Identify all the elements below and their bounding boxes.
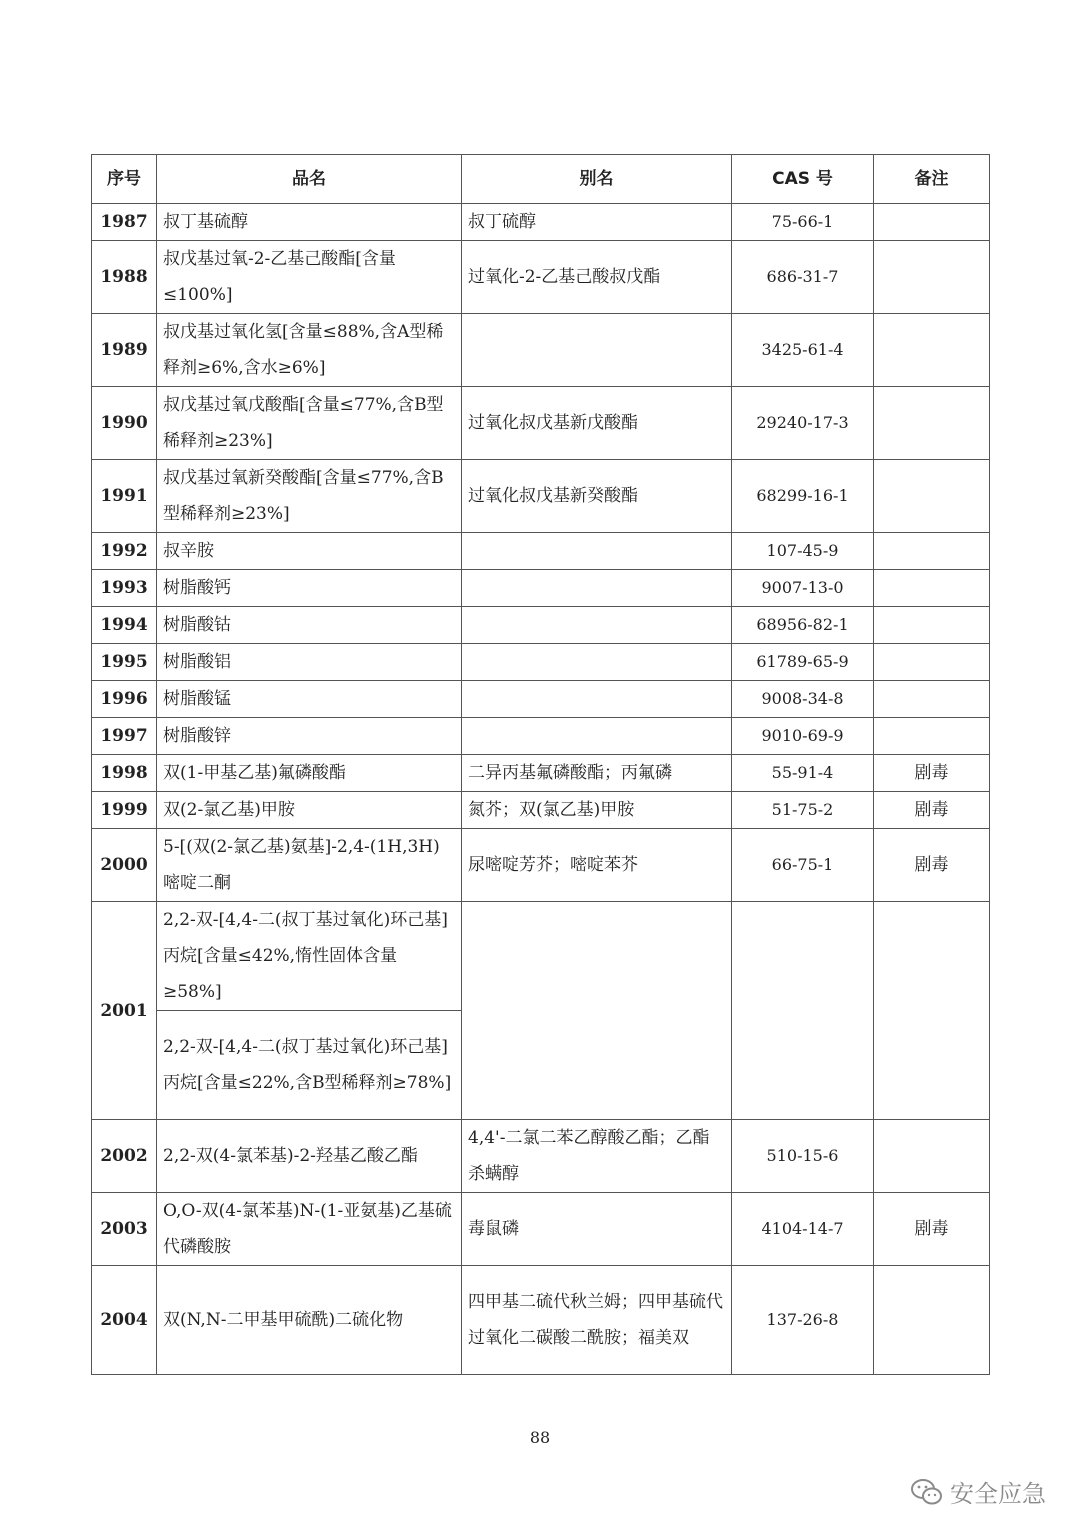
row-no: 1988 [92,241,157,314]
row-cas: 55-91-4 [732,755,874,792]
table-row [92,792,990,829]
row-no: 1987 [92,204,157,241]
row-cas: 9007-13-0 [732,570,874,607]
page-number: 88 [529,1428,551,1447]
table-row [92,241,990,314]
row-name-a: 2,2-双-[4,4-二(叔丁基过氧化)环己基]丙烷[含量≤42%,惰性固体含量≥58%] [157,902,462,1011]
row-alias [462,681,732,718]
row-note: 剧毒 [874,755,990,792]
row-cas [732,902,874,1120]
row-name: 双(1-甲基乙基)氟磷酸酯 [157,755,462,792]
row-note [874,387,990,460]
row-no: 1994 [92,607,157,644]
table-row [92,755,990,792]
table-row [92,902,990,1011]
header-cas: CAS 号 [732,155,874,204]
row-name: 叔戊基过氧新癸酸酯[含量≤77%,含B型稀释剂≥23%] [157,460,462,533]
row-name: O,O-双(4-氯苯基)N-(1-亚氨基)乙基硫代磷酸胺 [157,1193,462,1266]
row-no: 1999 [92,792,157,829]
row-note [874,533,990,570]
table-row [92,607,990,644]
row-note [874,607,990,644]
row-no: 1993 [92,570,157,607]
row-no: 1992 [92,533,157,570]
row-cas: 9010-69-9 [732,718,874,755]
row-alias: 叔丁硫醇 [462,204,732,241]
row-alias [462,533,732,570]
table-row [92,829,990,902]
wechat-icon [910,1477,944,1507]
table-row [92,1193,990,1266]
chemical-table [91,154,990,1375]
row-no: 1990 [92,387,157,460]
row-no: 1991 [92,460,157,533]
row-alias [462,314,732,387]
row-cas: 4104-14-7 [732,1193,874,1266]
row-alias: 尿嘧啶芳芥；嘧啶苯芥 [462,829,732,902]
row-name: 2,2-双(4-氯苯基)-2-羟基乙酸乙酯 [157,1120,462,1193]
row-note [874,460,990,533]
row-alias: 毒鼠磷 [462,1193,732,1266]
row-note [874,902,990,1120]
header-note: 备注 [874,155,990,204]
row-alias: 4,4'-二氯二苯乙醇酸乙酯；乙酯杀螨醇 [462,1120,732,1193]
row-name: 树脂酸铝 [157,644,462,681]
row-note [874,241,990,314]
row-cas: 686-31-7 [732,241,874,314]
header-name: 品名 [157,155,462,204]
row-alias: 过氧化叔戊基新癸酸酯 [462,460,732,533]
row-cas: 68956-82-1 [732,607,874,644]
row-no: 1995 [92,644,157,681]
row-no: 2002 [92,1120,157,1193]
table-row [92,681,990,718]
row-note: 剧毒 [874,1193,990,1266]
row-cas: 75-66-1 [732,204,874,241]
row-name: 叔戊基过氧-2-乙基己酸酯[含量≤100%] [157,241,462,314]
row-note [874,644,990,681]
table-row [92,570,990,607]
row-name: 树脂酸钴 [157,607,462,644]
row-alias [462,644,732,681]
row-note [874,718,990,755]
row-no: 1989 [92,314,157,387]
row-name: 树脂酸钙 [157,570,462,607]
row-name: 树脂酸锰 [157,681,462,718]
row-name-b: 2,2-双-[4,4-二(叔丁基过氧化)环己基]丙烷[含量≤22%,含B型稀释剂≥78%] [157,1011,462,1120]
table-row [92,460,990,533]
row-no: 2000 [92,829,157,902]
header-no: 序号 [92,155,157,204]
row-alias [462,902,732,1120]
row-name: 树脂酸锌 [157,718,462,755]
table-row [92,644,990,681]
row-no: 2003 [92,1193,157,1266]
row-cas: 68299-16-1 [732,460,874,533]
row-cas: 66-75-1 [732,829,874,902]
row-cas: 29240-17-3 [732,387,874,460]
row-no: 1997 [92,718,157,755]
watermark-text: 安全应急 [950,1480,1046,1508]
row-note [874,1266,990,1375]
row-no: 1996 [92,681,157,718]
row-no: 2001 [92,902,157,1120]
table-row [92,1120,990,1193]
watermark [910,1474,1046,1509]
row-name: 叔戊基过氧化氢[含量≤88%,含A型稀释剂≥6%,含水≥6%] [157,314,462,387]
row-name: 叔辛胺 [157,533,462,570]
row-note [874,204,990,241]
row-alias [462,718,732,755]
header-alias: 别名 [462,155,732,204]
row-note [874,570,990,607]
row-alias: 过氧化-2-乙基己酸叔戊酯 [462,241,732,314]
row-note [874,681,990,718]
row-name: 叔丁基硫醇 [157,204,462,241]
table-row [92,1266,990,1375]
row-cas: 61789-65-9 [732,644,874,681]
row-cas: 9008-34-8 [732,681,874,718]
row-cas: 107-45-9 [732,533,874,570]
table-row [92,718,990,755]
table-row [92,533,990,570]
row-name: 叔戊基过氧戊酸酯[含量≤77%,含B型稀释剂≥23%] [157,387,462,460]
row-alias: 二异丙基氟磷酸酯；丙氟磷 [462,755,732,792]
row-alias: 氮芥；双(氯乙基)甲胺 [462,792,732,829]
row-alias [462,607,732,644]
row-alias [462,570,732,607]
row-alias: 过氧化叔戊基新戊酸酯 [462,387,732,460]
row-name: 双(N,N-二甲基甲硫酰)二硫化物 [157,1266,462,1375]
row-no: 1998 [92,755,157,792]
row-alias: 四甲基二硫代秋兰姆；四甲基硫代过氧化二碳酸二酰胺；福美双 [462,1266,732,1375]
table-row [92,387,990,460]
row-cas: 510-15-6 [732,1120,874,1193]
table-row [92,204,990,241]
table-header-row [92,155,990,204]
row-cas: 3425-61-4 [732,314,874,387]
row-cas: 137-26-8 [732,1266,874,1375]
row-cas: 51-75-2 [732,792,874,829]
row-no: 2004 [92,1266,157,1375]
row-note: 剧毒 [874,792,990,829]
table-row [92,314,990,387]
row-note [874,1120,990,1193]
row-note: 剧毒 [874,829,990,902]
row-note [874,314,990,387]
row-name: 双(2-氯乙基)甲胺 [157,792,462,829]
row-name: 5-[(双(2-氯乙基)氨基]-2,4-(1H,3H)嘧啶二酮 [157,829,462,902]
